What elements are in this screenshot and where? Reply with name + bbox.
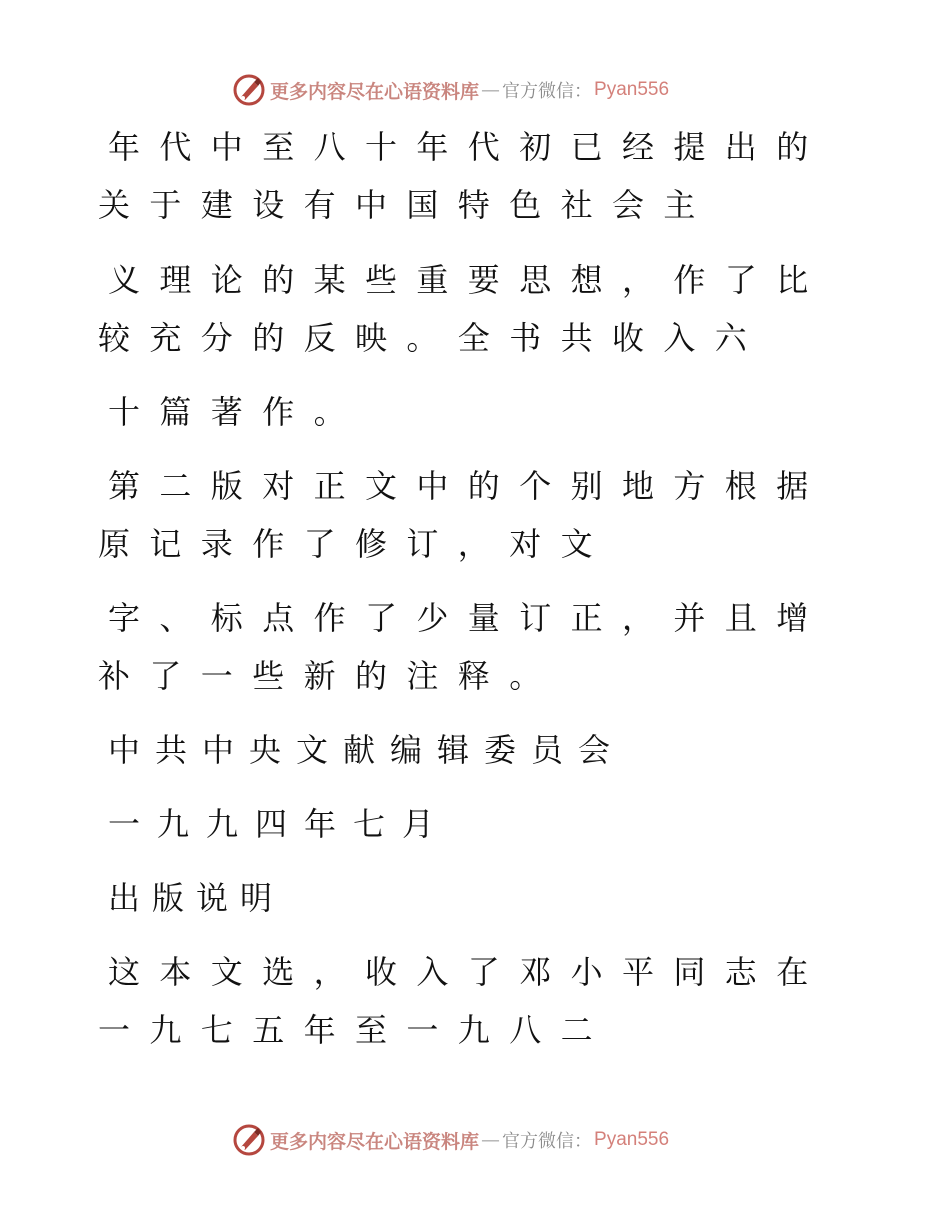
body-line: 十篇著作。 xyxy=(108,393,366,431)
body-line: 一九七五年至一九八二 xyxy=(98,1011,613,1049)
body-line: 一九九四年七月 xyxy=(108,805,452,843)
watermark-site-text: 更多内容尽在心语资料库 xyxy=(270,80,480,103)
watermark-wechat-label: 官方微信： xyxy=(502,81,593,102)
body-line: 字、标点作了少量订正，并且增 xyxy=(108,599,828,637)
watermark-wechat-id: Pyan556 xyxy=(594,79,670,100)
body-line: 原记录作了修订，对文 xyxy=(98,525,613,563)
watermark-dash: — xyxy=(481,1129,501,1151)
watermark-banner-top xyxy=(232,72,732,108)
logo-icon xyxy=(232,73,266,107)
body-line: 补了一些新的注释。 xyxy=(98,657,561,695)
body-line: 关于建设有中国特色社会主 xyxy=(98,186,715,224)
section-heading: 出版说明 xyxy=(108,879,285,917)
body-line: 这本文选，收入了邓小平同志在 xyxy=(108,953,828,991)
body-line: 义理论的某些重要思想，作了比 xyxy=(108,261,828,299)
watermark-wechat-id: Pyan556 xyxy=(594,1129,670,1150)
body-line: 较充分的反映。全书共收入六 xyxy=(98,319,767,357)
logo-icon xyxy=(232,1123,266,1157)
watermark-banner-bottom xyxy=(232,1122,732,1158)
watermark-site-text: 更多内容尽在心语资料库 xyxy=(270,1130,480,1153)
watermark-wechat-label: 官方微信： xyxy=(502,1131,593,1152)
body-line: 第二版对正文中的个别地方根据 xyxy=(108,467,828,505)
body-line: 年代中至八十年代初已经提出的 xyxy=(108,128,828,166)
watermark-dash: — xyxy=(481,79,501,101)
body-line: 中共中央文献编辑委员会 xyxy=(108,731,626,769)
